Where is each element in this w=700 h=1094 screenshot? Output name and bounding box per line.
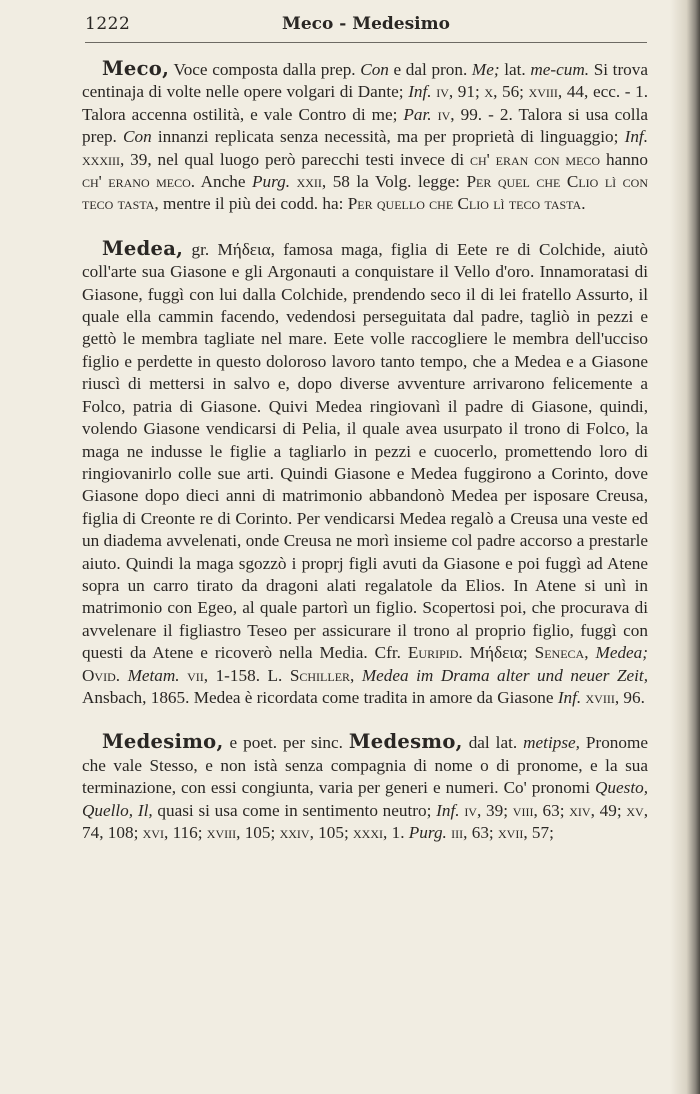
page-header [85, 10, 647, 40]
entry-text: metipse, [523, 733, 580, 753]
entry-text: , mentre il più dei codd. ha: [154, 194, 348, 214]
entry-text: lat. [499, 60, 531, 79]
entry-text: Purg. [252, 172, 291, 192]
entry-text: , 56; [493, 82, 529, 102]
entry-text: Schiller [289, 665, 351, 685]
entry-text: , 39, nel qual luogo però parecchi testi invece di [120, 149, 470, 169]
entry-text: , 1-158. L. [203, 665, 290, 685]
entry-text: xxxiii [82, 149, 120, 169]
entry-text: Questo, Quello, Il, [82, 778, 648, 820]
entry-text: , 105; [309, 823, 354, 842]
entry-text: vii [187, 665, 204, 685]
entry-text: xxxi [353, 823, 384, 842]
entry-text: xvi [142, 823, 164, 842]
entry-text: iv [464, 800, 477, 820]
entry-text: Medesmo, [348, 730, 463, 754]
entry-medea [82, 238, 648, 710]
page-edge-shadow [670, 0, 700, 1094]
entry-text: , 116; [163, 823, 207, 842]
entry-text: x [484, 82, 494, 102]
entry-text: Medea im Drama alter und neuer Zeit, [361, 665, 648, 685]
entry-text: Voce composta dalla prep. [169, 60, 361, 79]
entry-text: . Anche [190, 172, 252, 192]
entry-text: , [350, 665, 362, 685]
entry-text: , 74, 108; [82, 800, 648, 842]
entry-medesimo [82, 731, 648, 844]
entry-text: Ansbach, 1865. Medea è ricordata come tradita in amore da Giasone [82, 687, 558, 707]
entry-text: hanno [600, 149, 648, 169]
entry-text: Purg. [408, 823, 447, 842]
entry-text: , 39; [476, 800, 513, 820]
page-number: 1222 [85, 14, 131, 34]
entry-text: innanzi replicata senza necessità, ma per proprietà di linguaggio; [151, 127, 625, 147]
entry-text: xviii [585, 687, 615, 707]
entry-text: , 63; [533, 800, 570, 820]
entry-text: , [584, 643, 596, 663]
entry-text: , 105; [236, 823, 280, 842]
entry-text: quasi si usa come in sentimento neutro; [152, 800, 437, 820]
entry-body [82, 60, 648, 213]
entry-text: Inf. [557, 687, 582, 707]
entry-text: iv [437, 104, 451, 124]
entry-text: Ovid. [82, 665, 121, 685]
entry-meco [82, 58, 648, 216]
entry-text: Pronome che vale Stesso, e non istà senza compagnia di nome o di pronome, e la sua terminazione, con essi congiunta, varia per generi e numeri. Co' pronomi [82, 733, 648, 798]
entry-text: Inf. [408, 82, 432, 102]
headword: Meco, [102, 57, 170, 80]
entry-text: Medea; [595, 643, 649, 663]
entry-text: xv [626, 800, 644, 820]
entry-text: , 1. [383, 823, 409, 842]
entry-text: Metam. [127, 665, 180, 685]
entry-body [82, 240, 648, 707]
entry-text: , 63; [463, 823, 498, 842]
entry-text: , 57; [523, 823, 554, 842]
entry-text: gr. Μήδεια, famosa maga, figlia di Eete re di Colchide, aiutò coll'arte sua Giasone e gli Argonauti a conquistare il Vello d'oro. Innamoratasi di Giasone, fuggì con lui dalla Colchide, prendendo seco il di lei fratello Assurto, il quale ella cammin facendo, vedendosi perseguitata dal padre, tagliò in pezzi e gettò le membra tagliate nel mare. Eete volle raccogliere le membra dell'ucciso figlio e perdette in questo doloroso lavoro tanto tempo, che a Medea e a Giasone riuscì di mettersi in salvo e, dopo diverse avventure arrivarono felicemente a Folco, patria di Giasone. Quivi Medea ringiovanì il padre di Giasone, quindi, volendo Giasone vendicarsi di Pelia, il quale avea usurpato il trono di Folco, la maga ne indusse le figlie a tagliarlo in pezzi e cuocerlo, promettendo loro di ringiovanirlo colle sue arti. Quindi Giasone e Medea fuggirono a Corinto, dove Giasone dopo dieci anni di matrimonio abbandonò Medea per isposare Creusa, figlia di Creonte re di Corinto. Per vendicarsi Medea regalò a Creusa una veste ed un diadema avvelenati, onde Creusa ne morì insieme col padre accorso a prestarle aiuto. Quindi la maga sgozzò i proprj figli avuti da Giasone e poi fuggì ad Atene sopra un carro tirato da dragoni alati regalatole da Elios. In Atene si unì in matrimonio con Egeo, al quale partorì un figlio. Scopertosi poi, che procurava di avvelenare il figliastro Teseo per assicurare il trono al proprio figlio, fuggì con questi da Atene e ricoverò nella Media. Cfr. [82, 239, 648, 663]
header-rule [85, 42, 647, 43]
entry-text: ch' eran con meco [469, 149, 601, 169]
entry-text: dal lat. [462, 733, 524, 753]
entry-text: Par. [403, 104, 432, 124]
entry-text: , 49; [590, 800, 627, 820]
entry-text: Con [360, 60, 389, 79]
entry-text: ch' erano meco [82, 172, 191, 192]
running-head: Meco - Medesimo [282, 14, 450, 34]
dictionary-entries [82, 58, 648, 866]
entry-text: Μήδεια; [462, 643, 535, 663]
entry-text: Seneca [534, 643, 585, 663]
entry-text: , 44, ecc. - 1. Talora accenna ostilità, e vale Contro di me; [82, 82, 648, 124]
entry-text: , 99. - 2. Talora si usa colla prep. [82, 104, 648, 147]
entry-text: , 91; [448, 82, 485, 102]
entry-text: Inf. [624, 127, 648, 147]
entry-text: Inf. [436, 800, 460, 820]
entry-text: xxiv [279, 823, 310, 842]
entry-text: Con [123, 127, 152, 147]
entry-text: iv [436, 82, 449, 102]
entry-text: viii [512, 800, 534, 820]
entry-text: Me; [471, 60, 500, 79]
entry-text [120, 666, 128, 685]
entry-text: me-cum. [530, 60, 590, 79]
entry-text: iii [451, 823, 464, 842]
entry-text: Euripid. [407, 643, 463, 663]
entry-text: e dal pron. [388, 60, 472, 79]
headword: Medea, [102, 236, 184, 260]
entry-text: xviii [528, 82, 558, 102]
entry-text: Si trova centinaja di volte nelle opere volgari di Dante; [82, 60, 648, 102]
entry-text [180, 666, 188, 685]
entry-text: , 58 la Volg. legge: [321, 172, 467, 192]
entry-text: e poet. per sinc. [223, 733, 349, 753]
headword: Medesimo, [102, 730, 224, 754]
entry-text: , 96. [614, 687, 645, 707]
entry-text: xiv [569, 800, 591, 820]
entry-text: xviii [206, 823, 237, 842]
entry-text: xxii [296, 172, 322, 192]
entry-text: xvii [498, 823, 524, 842]
entry-text: Per quel che Clio lì con teco tasta [82, 172, 648, 214]
entry-text: . [581, 194, 586, 214]
entry-text: Per quello che Clio lì teco tasta [347, 194, 582, 214]
